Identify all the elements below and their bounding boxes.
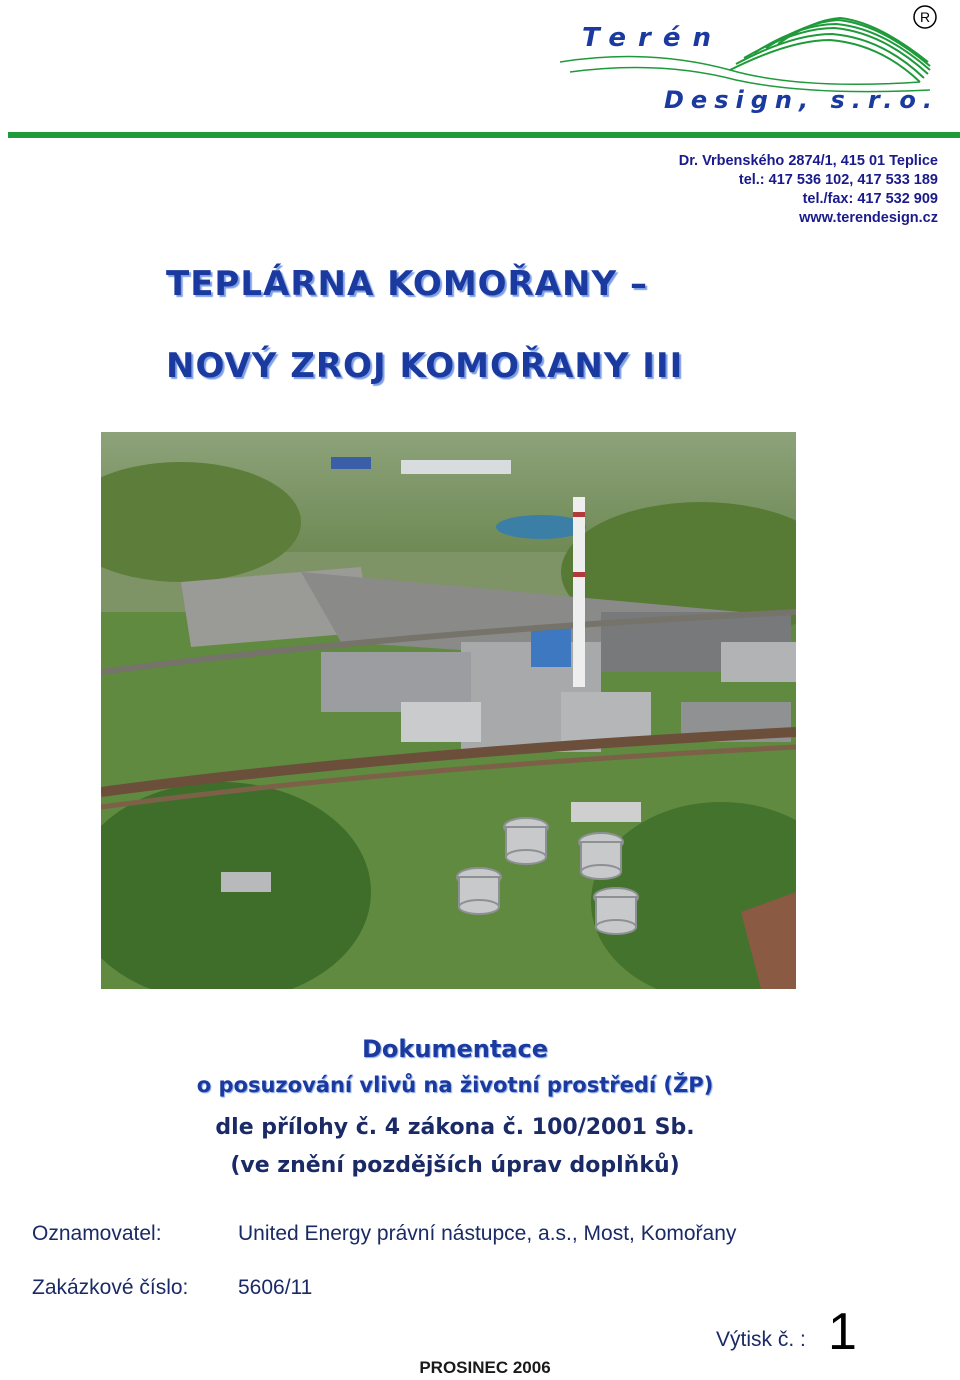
title-line2: NOVÝ ZROJ KOMOŘANY III xyxy=(166,346,684,386)
doc-legal-basis: dle přílohy č. 4 zákona č. 100/2001 Sb. xyxy=(215,1115,695,1140)
logo-line2: Design, s.r.o. xyxy=(664,86,939,114)
address-street: Dr. Vrbenského 2874/1, 415 01 Teplice xyxy=(678,153,938,169)
address-tel: tel.: 417 536 102, 417 533 189 xyxy=(738,172,938,188)
notifier-label: Oznamovatel: xyxy=(32,1222,162,1245)
title-line1: TEPLÁRNA KOMOŘANY – xyxy=(166,264,648,304)
registered-mark-icon xyxy=(912,4,938,30)
company-logo xyxy=(560,0,960,125)
address-web[interactable]: www.terendesign.cz xyxy=(799,210,938,226)
logo-line1: Terén xyxy=(582,23,723,53)
doc-heading: Dokumentace xyxy=(362,1035,548,1063)
header-rule xyxy=(8,132,960,138)
notifier-value: United Energy právní nástupce, a.s., Most, Komořany xyxy=(238,1222,737,1245)
order-number-value: 5606/11 xyxy=(238,1276,313,1299)
doc-subject: o posuzování vlivů na životní prostředí (ŽP) xyxy=(196,1073,714,1097)
copy-number-value: 1 xyxy=(828,1303,857,1361)
order-number-label: Zakázkové číslo: xyxy=(32,1276,189,1299)
doc-amendments: (ve znění pozdějších úprav doplňků) xyxy=(230,1153,680,1178)
svg-text:R: R xyxy=(919,9,931,25)
copy-number-label: Výtisk č. : xyxy=(716,1328,806,1351)
aerial-photo-power-plant xyxy=(101,432,796,989)
document-date: PROSINEC 2006 xyxy=(419,1358,551,1377)
address-block xyxy=(679,152,938,228)
address-fax: tel./fax: 417 532 909 xyxy=(802,191,938,207)
